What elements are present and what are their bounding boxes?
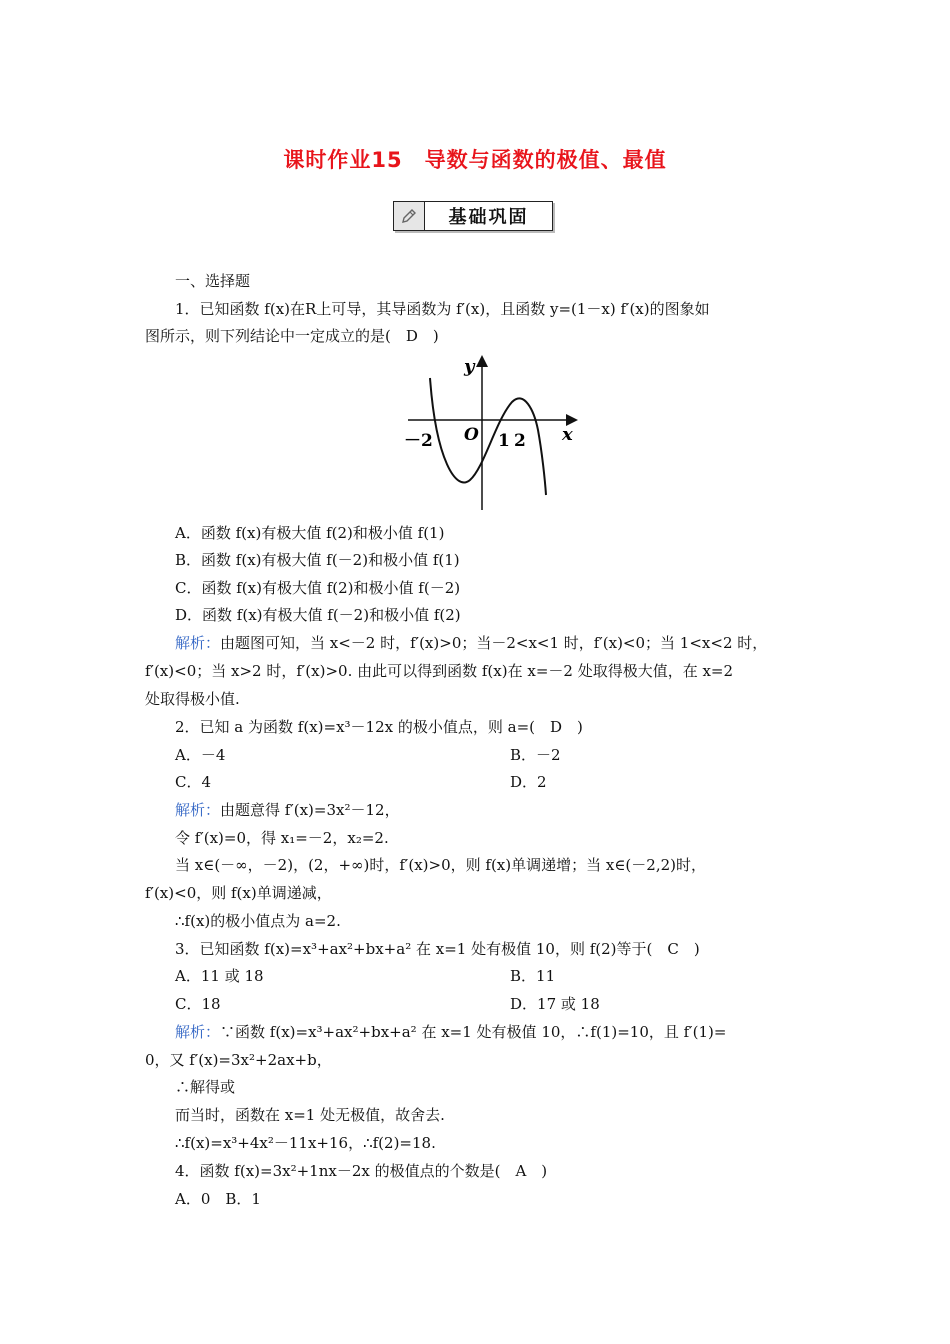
q1-option-b: B．函数 f(x)有极大值 f(－2)和极小值 f(1) [175,551,460,569]
tick-1: 1 [498,431,510,451]
section-badge [393,201,553,231]
q3-option-a: A．11 或 18 [175,967,264,985]
q2-option-d: D．2 [510,773,547,791]
q3-option-d: D．17 或 18 [510,995,600,1013]
q1-solution-line1: 解析：由题图可知，当 x<－2 时，f′(x)>0；当－2<x<1 时，f′(x)<0；当 1<x<2 时， [175,634,768,652]
q1-function-graph [400,350,590,512]
q2-solution-line3: 当 x∈(－∞，－2)，(2，+∞)时，f′(x)>0，则 f(x)单调递增；当 x∈(－2,2)时， [175,856,706,874]
q3-stem: 3．已知函数 f(x)=x³+ax²+bx+a² 在 x=1 处有极值 10，则 f(2)等于( C ) [175,940,700,958]
q4-stem: 4．函数 f(x)=3x²+1nx－2x 的极值点的个数是( A ) [175,1162,548,1180]
q1-stem-line1: 1．已知函数 f(x)在R上可导，其导函数为 f′(x)，且函数 y=(1－x) f′(x)的图象如 [175,300,710,318]
q3-option-b: B．11 [510,967,556,985]
origin-label: O [464,425,479,445]
tick-neg2: －2 [404,431,433,451]
pencil-icon [394,202,425,230]
q2-stem: 2．已知 a 为函数 f(x)=x³－12x 的极小值点，则 a=( D ) [175,718,583,736]
y-axis-label: y [464,356,475,377]
badge-text: 基础巩固 [448,207,529,228]
q1-stem-line2: 图所示，则下列结论中一定成立的是( D ) [145,327,439,345]
solution-label: 解析： [175,1023,221,1041]
solution-label: 解析： [175,634,221,652]
q2-solution-line1: 解析：由题意得 f′(x)=3x²－12， [175,801,400,819]
solution-label: 解析： [175,801,221,819]
q3-solution-line1: 解析：∵函数 f(x)=x³+ax²+bx+a² 在 x=1 处有极值 10，∴f(1)=10，且 f′(1)= [175,1023,727,1041]
q3-option-c: C．18 [175,995,221,1013]
q2-solution-line5: ∴f(x)的极小值点为 a=2. [175,912,341,930]
q3-solution-line3: ∴解得或 [175,1078,236,1096]
q2-option-a: A．－4 [175,746,226,764]
q2-solution-line4: f′(x)<0，则 f(x)单调递减， [145,884,332,902]
tick-2: 2 [514,431,526,451]
q4-options: A．0 B．1 [175,1190,261,1208]
q2-option-c: C．4 [175,773,212,791]
q2-option-b: B．－2 [510,746,561,764]
q3-solution-line4: 而当时，函数在 x=1 处无极值，故舍去. [175,1106,445,1124]
q1-solution-line3: 处取得极小值. [145,690,240,708]
q1-option-d: D．函数 f(x)有极大值 f(－2)和极小值 f(2) [175,606,461,624]
section-heading: 一、选择题 [175,272,251,290]
curve [430,378,546,495]
q1-option-c: C．函数 f(x)有极大值 f(2)和极小值 f(－2) [175,579,461,597]
page-title: 课时作业15 导数与函数的极值、最值 [283,148,667,172]
q3-solution-line5: ∴f(x)=x³+4x²－11x+16，∴f(2)=18. [175,1134,436,1152]
q1-solution-line2: f′(x)<0；当 x>2 时，f′(x)>0. 由此可以得到函数 f(x)在 x=－2 处取得极大值，在 x=2 [145,662,734,680]
x-axis-label: x [562,424,573,445]
q1-option-a: A．函数 f(x)有极大值 f(2)和极小值 f(1) [175,524,445,542]
q2-solution-line2: 令 f′(x)=0，得 x₁=－2，x₂=2. [175,829,389,847]
q3-solution-line2: 0，又 f′(x)=3x²+2ax+b， [145,1051,332,1069]
